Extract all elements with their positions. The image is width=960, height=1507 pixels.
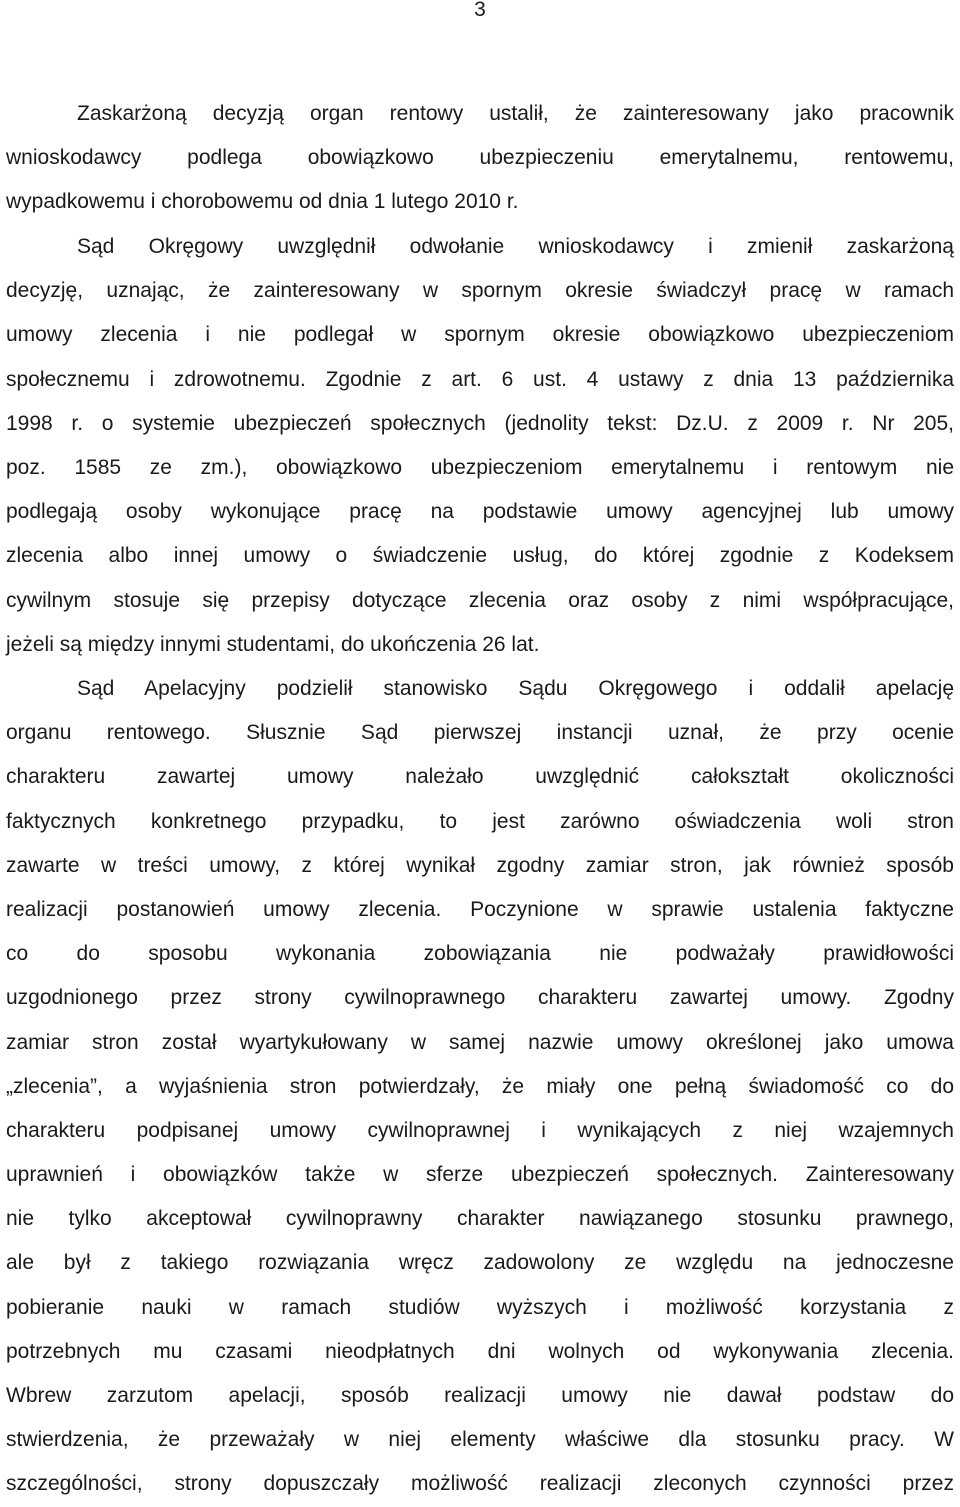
text-line: ale był z takiego rozwiązania wręcz zadowolony ze względu na jednoczesne xyxy=(6,1251,954,1275)
text-line: charakteru podpisanej umowy cywilnoprawnej i wynikających z niej wzajemnych xyxy=(6,1118,954,1142)
paragraph-1 xyxy=(6,92,954,225)
text-line: szczególności, strony dopuszczały możliwość realizacji zleconych czynności przez xyxy=(6,1472,954,1496)
paragraph-2 xyxy=(6,225,954,667)
text-line: charakteru zawartej umowy należało uwzględnić całokształt okoliczności xyxy=(6,765,954,789)
text-line: potrzebnych mu czasami nieodpłatnych dni wolnych od wykonywania zlecenia. xyxy=(6,1339,954,1363)
text-line: faktycznych konkretnego przypadku, to jest zarówno oświadczenia woli stron xyxy=(6,809,954,833)
text-line: podlegają osoby wykonujące pracę na podstawie umowy agencyjnej lub umowy xyxy=(6,500,954,524)
text-line: organu rentowego. Słusznie Sąd pierwszej instancji uznał, że przy ocenie xyxy=(6,721,954,745)
text-line: 1998 r. o systemie ubezpieczeń społecznych (jednolity tekst: Dz.U. z 2009 r. Nr 205, xyxy=(6,411,954,435)
text-line: jeżeli są między innymi studentami, do ukończenia 26 lat. xyxy=(6,632,540,656)
text-line: stwierdzenia, że przeważały w niej elementy właściwe dla stosunku pracy. W xyxy=(6,1428,954,1452)
paragraph-3 xyxy=(6,667,954,1507)
text-line: decyzję, uznając, że zainteresowany w spornym okresie świadczył pracę w ramach xyxy=(6,279,954,303)
text-line: poz. 1585 ze zm.), obowiązkowo ubezpieczeniom emerytalnemu i rentowym nie xyxy=(6,455,954,479)
text-line: wypadkowemu i chorobowemu od dnia 1 lutego 2010 r. xyxy=(6,190,519,214)
text-line: pobieranie nauki w ramach studiów wyższych i możliwość korzystania z xyxy=(6,1295,954,1319)
text-line: „zlecenia”, a wyjaśnienia stron potwierdzały, że miały one pełną świadomość co do xyxy=(6,1074,954,1098)
text-line: zawarte w treści umowy, z której wynikał zgodny zamiar stron, jak również sposób xyxy=(6,853,954,877)
text-line: umowy zlecenia i nie podlegał w spornym okresie obowiązkowo ubezpieczeniom xyxy=(6,323,954,347)
text-line: wnioskodawcy podlega obowiązkowo ubezpieczeniu emerytalnemu, rentowemu, xyxy=(6,146,954,170)
text-line: nie tylko akceptował cywilnoprawny charakter nawiązanego stosunku prawnego, xyxy=(6,1207,954,1231)
text-line: cywilnym stosuje się przepisy dotyczące zlecenia oraz osoby z nimi współpracujące, xyxy=(6,588,954,612)
text-line: społecznemu i zdrowotnemu. Zgodnie z art. 6 ust. 4 ustawy z dnia 13 października xyxy=(6,367,954,391)
text-line: Sąd Apelacyjny podzielił stanowisko Sądu Okręgowego i oddalił apelację xyxy=(77,677,954,700)
text-line: Zaskarżoną decyzją organ rentowy ustalił, że zainteresowany jako pracownik xyxy=(77,102,954,125)
text-line: Wbrew zarzutom apelacji, sposób realizacji umowy nie dawał podstaw do xyxy=(6,1384,954,1407)
text-line: zlecenia albo innej umowy o świadczenie usług, do której zgodnie z Kodeksem xyxy=(6,544,954,568)
page-number: 3 xyxy=(474,0,486,21)
text-line: co do sposobu wykonania zobowiązania nie podważały prawidłowości xyxy=(6,942,954,966)
text-line: zamiar stron został wyartykułowany w samej nazwie umowy określonej jako umowa xyxy=(6,1030,954,1054)
text-line: uprawnień i obowiązków także w sferze ubezpieczeń społecznych. Zainteresowany xyxy=(6,1163,954,1187)
text-line: Sąd Okręgowy uwzględnił odwołanie wnioskodawcy i zmienił zaskarżoną xyxy=(77,235,954,258)
text-line: realizacji postanowień umowy zlecenia. Poczynione w sprawie ustalenia faktyczne xyxy=(6,897,954,921)
text-line: uzgodnionego przez strony cywilnoprawnego charakteru zawartej umowy. Zgodny xyxy=(6,986,954,1010)
